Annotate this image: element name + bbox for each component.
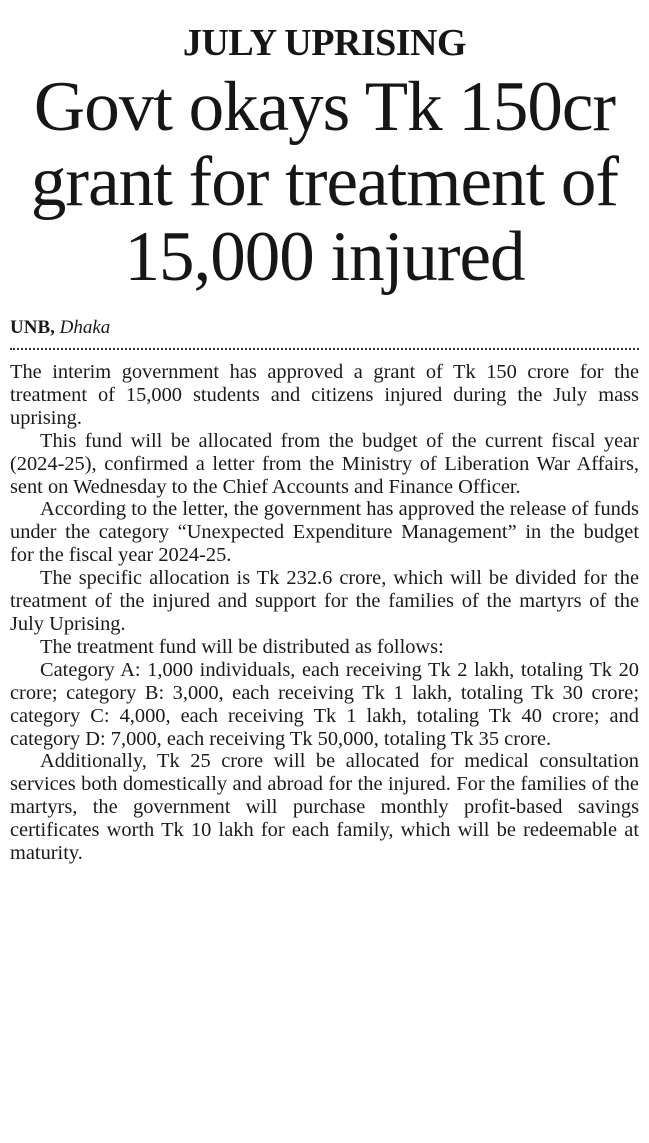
body-paragraph: The specific allocation is Tk 232.6 crore, which will be divided for the treatment of the injured and support for the families of the martyrs of the July Uprising. (10, 567, 639, 635)
body-paragraph: The interim government has approved a grant of Tk 150 crore for the treatment of 15,000 students and citizens injured during the July mass uprising. (10, 361, 639, 429)
body-paragraph: The treatment fund will be distributed as follows: (40, 635, 444, 658)
body-paragraph: Additionally, Tk 25 crore will be allocated for medical consultation services both domestically and abroad for the injured. For the families of the martyrs, the government will purchase monthly profit-based savings certificates worth Tk 10 lakh for each family, which will be redeemable at maturity. (10, 750, 639, 865)
article-body (10, 361, 639, 865)
byline (10, 317, 639, 339)
body-paragraph: According to the letter, the government has approved the release of funds under the category “Unexpected Expenditure Management” in the budget for the fiscal year 2024-25. (10, 498, 639, 567)
body-paragraph: This fund will be allocated from the budget of the current fiscal year (2024-25), confirmed a letter from the Ministry of Liberation War Affairs, sent on Wednesday to the Chief Accounts and Finance Officer. (10, 429, 639, 498)
news-article (10, 0, 639, 865)
dotted-divider (10, 348, 639, 350)
section-kicker: JULY UPRISING (182, 22, 467, 64)
body-paragraph: Category A: 1,000 individuals, each receiving Tk 2 lakh, totaling Tk 20 crore; category B: 3,000, each receiving Tk 1 lakh, totaling Tk 30 crore; category C: 4,000, each receiving Tk 1 lakh, totaling Tk 40 crore; and category D: 7,000, each receiving Tk 50,000, totaling Tk 35 crore. (10, 658, 639, 750)
headline: Govt okays Tk 150cr grant for treatment of 15,000 injured (30, 68, 619, 296)
byline-agency: UNB, (10, 317, 55, 338)
byline-place: Dhaka (59, 317, 111, 338)
